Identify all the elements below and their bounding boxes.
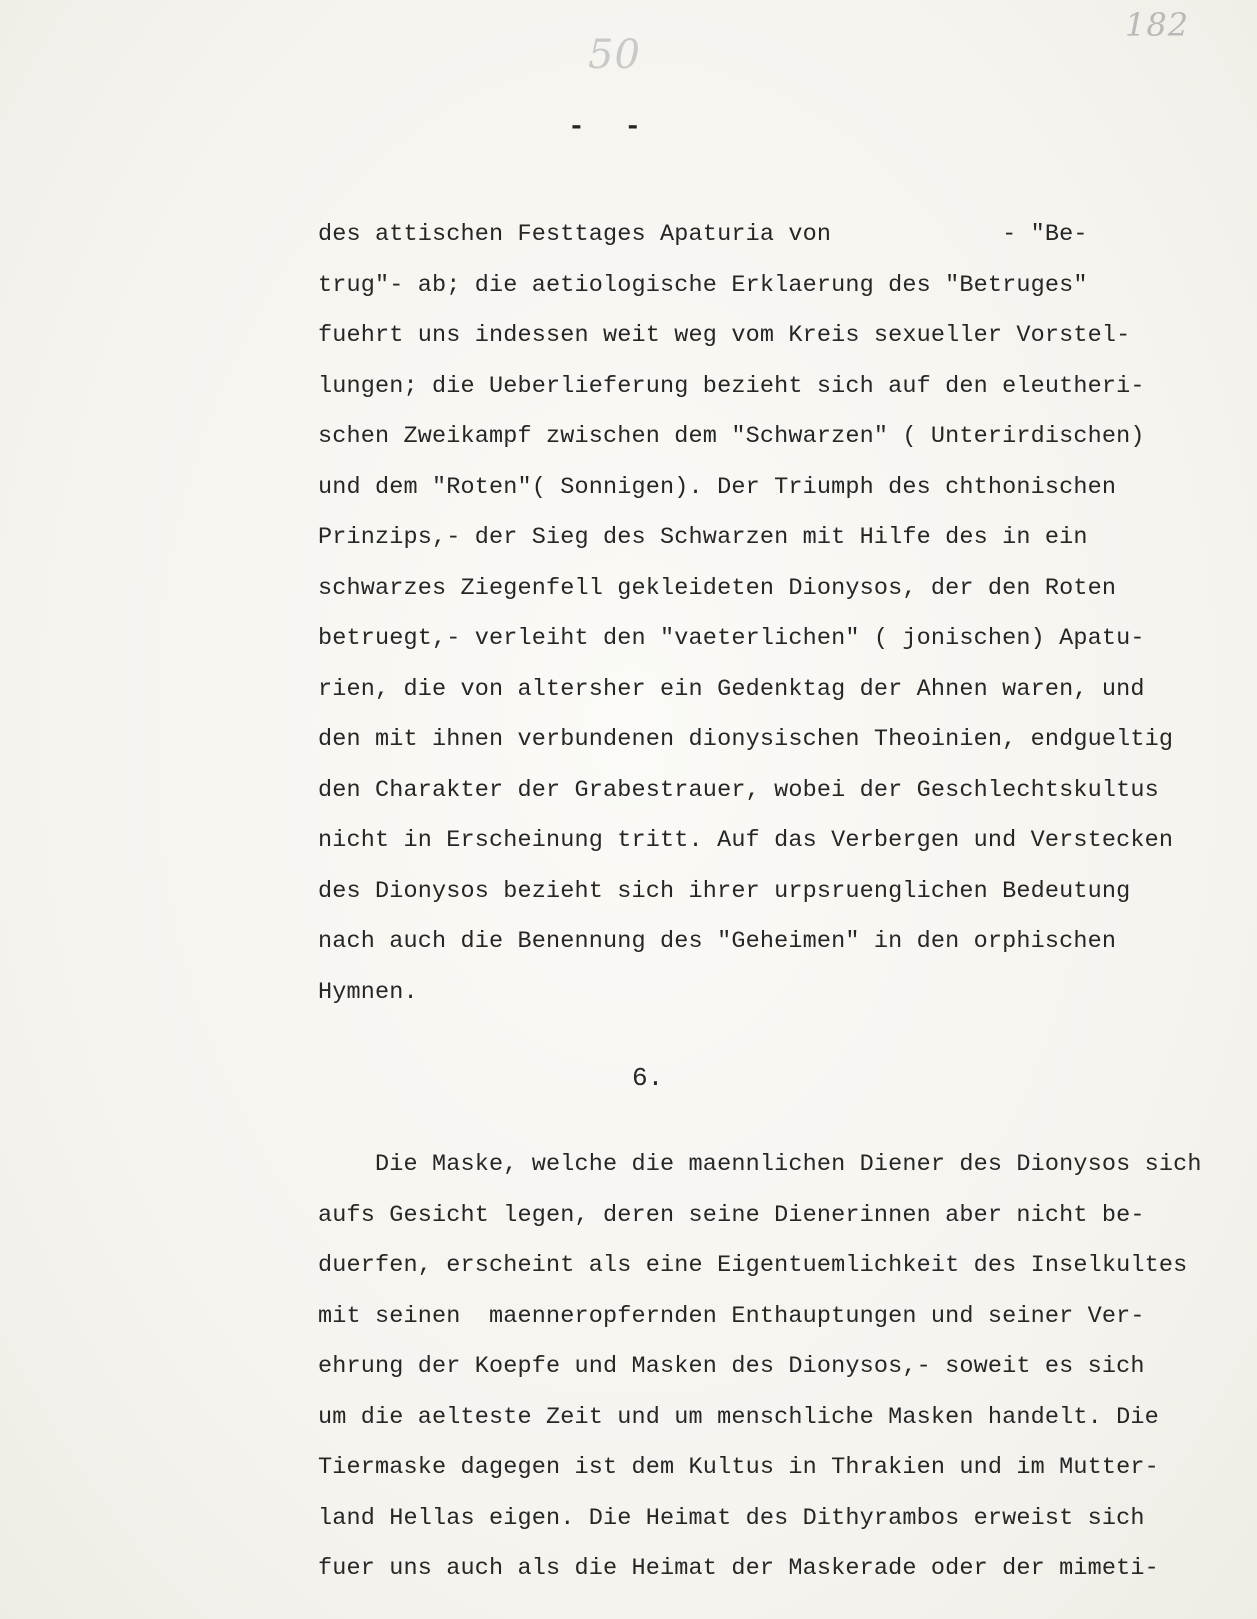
text-line: fuer uns auch als die Heimat der Maskerade oder der mimeti- — [318, 1555, 1159, 1582]
paragraph-2 — [318, 1140, 1218, 1595]
pencil-corner-number: 182 — [1125, 6, 1190, 44]
text-line: schen Zweikampf zwischen dem "Schwarzen" ( Unterirdischen) — [318, 423, 1145, 450]
section-heading: 6. — [632, 1063, 664, 1093]
text-line: lungen; die Ueberlieferung bezieht sich auf den eleutheri- — [318, 372, 1145, 400]
text-line: Hymnen. — [318, 978, 418, 1006]
pencil-folio-number: 50 — [588, 32, 641, 78]
page-number: - - — [568, 112, 644, 143]
text-line: um die aelteste Zeit und um menschliche Masken handelt. Die — [318, 1403, 1159, 1431]
text-line: schwarzes Ziegenfell gekleideten Dionysos, der den Roten — [318, 574, 1117, 602]
text-line: des Dionysos bezieht sich ihrer urpsruenglichen Bedeutung — [318, 877, 1131, 905]
text-line: land Hellas eigen. Die Heimat des Dithyrambos erweist sich — [318, 1504, 1145, 1532]
text-line: nach auch die Benennung des "Geheimen" in den orphischen — [318, 928, 1117, 955]
text-line: trug"- ab; die aetiologische Erklaerung des "Betruges" — [318, 271, 1088, 299]
text-line: ehrung der Koepfe und Masken des Dionysos,- soweit es sich — [318, 1353, 1145, 1380]
text-line: nicht in Erscheinung tritt. Auf das Verbergen und Verstecken — [318, 827, 1174, 854]
text-line: den mit ihnen verbundenen dionysischen Theoinien, endgueltig — [318, 726, 1174, 753]
text-line: Tiermaske dagegen ist dem Kultus in Thrakien und im Mutter- — [318, 1454, 1159, 1481]
paragraph-1 — [318, 210, 1218, 1018]
text-line: den Charakter der Grabestrauer, wobei der Geschlechtskultus — [318, 776, 1159, 804]
text-line: aufs Gesicht legen, deren seine Dienerinnen aber nicht be- — [318, 1201, 1145, 1229]
text-line: fuehrt uns indessen weit weg vom Kreis sexueller Vorstel- — [318, 322, 1131, 349]
text-line: rien, die von altersher ein Gedenktag der Ahnen waren, und — [318, 675, 1145, 703]
text-line: mit seinen maenneropfernden Enthauptungen und seiner Ver- — [318, 1302, 1145, 1330]
text-line: und dem "Roten"( Sonnigen). Der Triumph des chthonischen — [318, 473, 1117, 501]
text-line: des attischen Festtages Apaturia von - "Be- — [318, 221, 1088, 248]
text-line: Prinzips,- der Sieg des Schwarzen mit Hilfe des in ein — [318, 524, 1088, 551]
text-line: betruegt,- verleiht den "vaeterlichen" ( jonischen) Apatu- — [318, 625, 1145, 652]
text-line: duerfen, erscheint als eine Eigentuemlichkeit des Inselkultes — [318, 1252, 1188, 1279]
text-line: Die Maske, welche die maennlichen Diener des Dionysos sich — [318, 1151, 1202, 1178]
